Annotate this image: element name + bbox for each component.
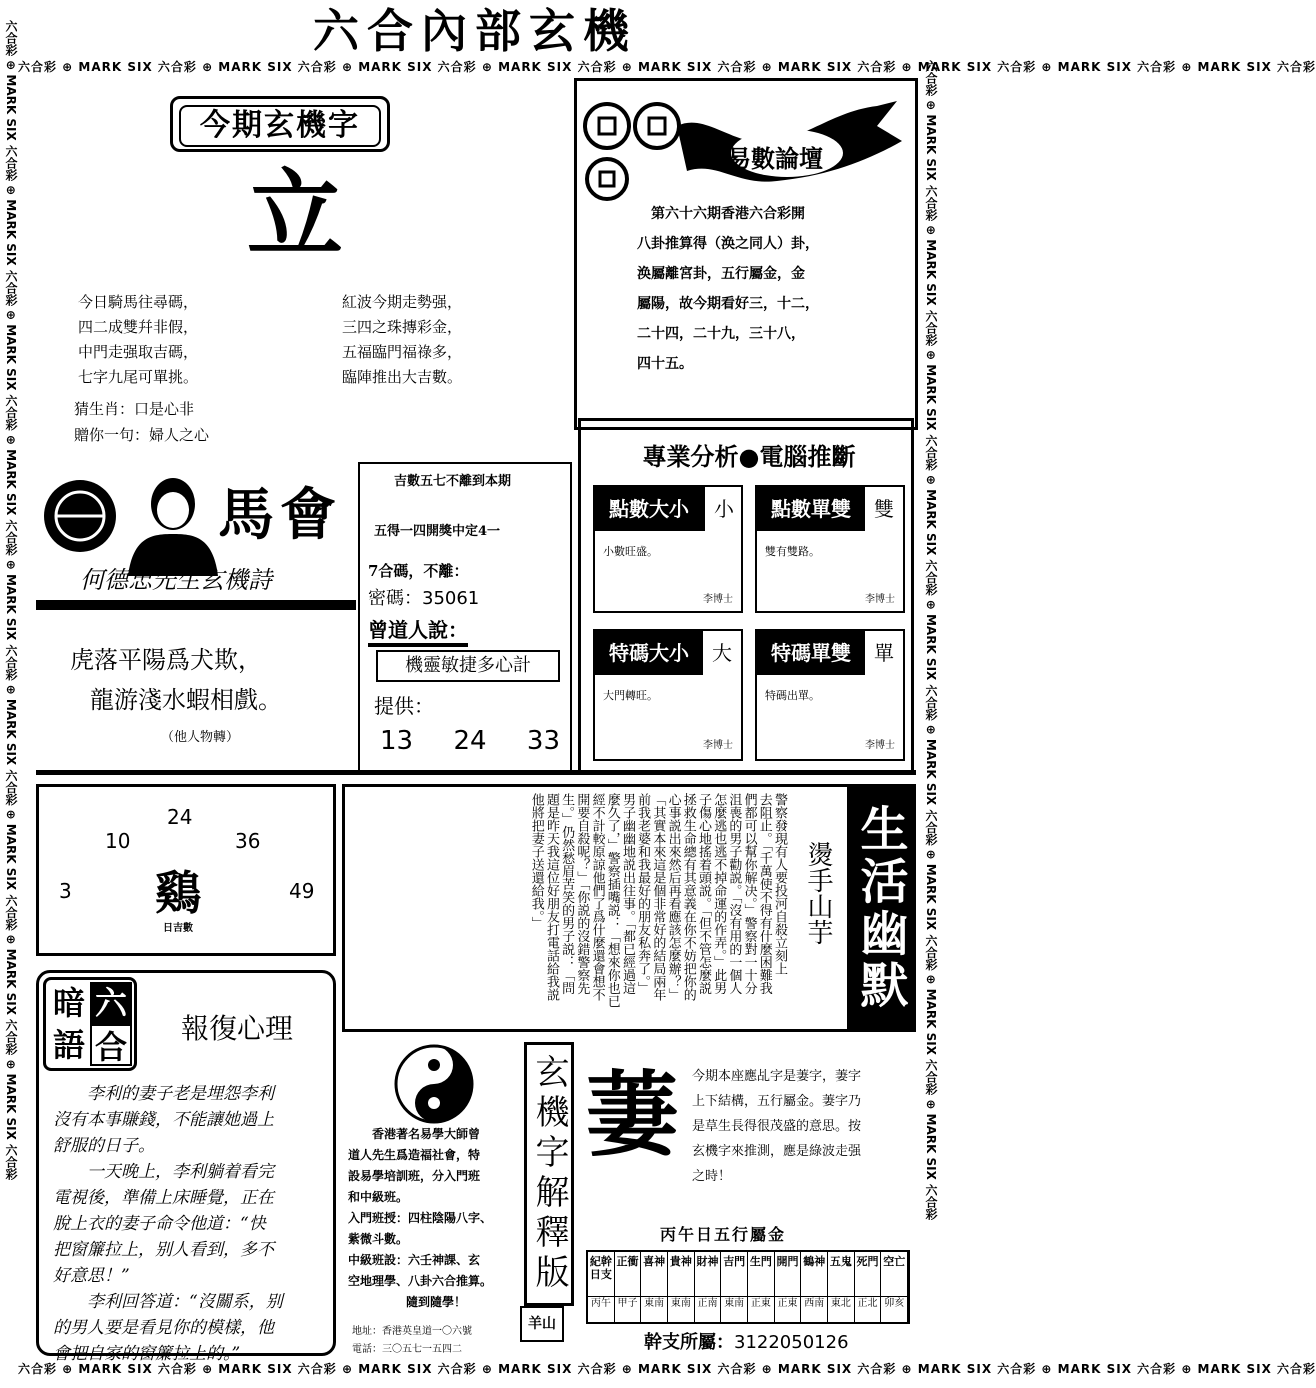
xuanji-char: 立 xyxy=(247,158,343,271)
poem-line: 七字九尾可單挑。 xyxy=(78,368,199,386)
humor-body xyxy=(529,793,787,1021)
anyu-line: 脫上衣的妻子命令他道：“快 xyxy=(53,1214,266,1234)
code-label: 密碼： xyxy=(368,588,422,609)
humor-panel xyxy=(342,784,916,1032)
xuanji-title-banner xyxy=(170,96,390,152)
anyu-body xyxy=(53,1081,329,1367)
humor-title: 燙手山芋 xyxy=(803,841,833,945)
globe-emblem-icon xyxy=(40,476,120,556)
mahui-divider xyxy=(36,600,356,610)
poem-line: 臨陣推出大吉數。 xyxy=(342,368,463,386)
humor-column: 警察發現有人要投河自殺立刻上 xyxy=(772,793,787,975)
jishu-line1: 吉數五七不離到本期 xyxy=(394,474,512,489)
zodiac-line: 猜生肖：口是心非 xyxy=(74,400,195,418)
poem-line: 五福臨門福祿多， xyxy=(342,343,463,361)
humor-column: 前我老婆和我最好的朋友私奔了。」 xyxy=(635,793,651,995)
humor-column: 「其實本來這是個非常好的結局兩年 xyxy=(650,793,666,1001)
wuxing-footer xyxy=(644,1328,849,1354)
anyu-line: 的男人要是看見你的模樣，他 xyxy=(53,1318,274,1338)
mahui-title: 馬會 xyxy=(218,482,342,548)
master-line: 和中級班。 xyxy=(348,1190,409,1204)
anyu-line: 舒服的日子。 xyxy=(53,1136,155,1156)
provide-numbers xyxy=(380,726,560,756)
wuxing-footer-value: 3122050126 xyxy=(734,1332,849,1353)
mahui-poem-line: 虎落平陽爲犬欺， xyxy=(70,646,262,674)
humor-column: 他將把妻子送還給我。」 xyxy=(528,793,544,930)
rooster-number: 49 xyxy=(289,879,315,903)
anyu-badge xyxy=(43,977,137,1071)
anyu-badge-char: 暗 xyxy=(52,984,85,1022)
humor-column: 經不計較原諒他們了爲什麼還會想不 xyxy=(589,793,605,1001)
card-result: 大 xyxy=(712,641,732,665)
daoren-label: 曾道人說： xyxy=(368,614,468,647)
provide-number: 33 xyxy=(526,726,560,756)
wuxing-header-cell: 開門 xyxy=(775,1252,802,1296)
anyu-line: 好意思！” xyxy=(53,1266,130,1286)
humor-column: 開要自殺呢？」「你説的沒錯警察先 xyxy=(574,793,590,995)
master-text xyxy=(348,1124,524,1313)
wuxing-value-cell: 東北 xyxy=(828,1296,855,1322)
poem-line: 中門走强取吉碼， xyxy=(78,343,199,361)
master-line: 入門班授：四柱陰陽八字、 xyxy=(348,1211,493,1225)
yishu-panel xyxy=(574,78,918,430)
analysis-card xyxy=(593,485,743,613)
wuxing-header-cell: 五鬼 xyxy=(828,1252,855,1296)
card-sign: 李博士 xyxy=(703,740,733,751)
section-divider xyxy=(36,770,916,775)
zodiac-line: 贈你一句：婦人之心 xyxy=(74,426,210,444)
poem-line: 紅波今期走勢强， xyxy=(342,293,463,311)
humor-column: 拯救生命總有其意義在你不妨把你的 xyxy=(680,793,696,1001)
anyu-line: 李利的妻子老是埋怨李利 xyxy=(87,1084,274,1104)
yishu-text xyxy=(637,199,907,379)
jiexi-line: 今期本座應乩字是萋字，萋字 xyxy=(692,1069,862,1084)
humor-column: 們都可以幫你解决。」警察對一十分 xyxy=(741,793,757,995)
yishu-title: 易數論壇 xyxy=(727,144,823,173)
wuxing-header-cell: 生門 xyxy=(748,1252,775,1296)
anyu-badge-char: 語 xyxy=(52,1026,85,1064)
analysis-card xyxy=(755,485,905,613)
anyu-panel xyxy=(36,970,336,1364)
poem-line: 今日騎馬往尋碼， xyxy=(78,293,199,311)
card-sign: 李博士 xyxy=(703,594,733,605)
anyu-line: 沒有本事賺錢，不能讓她過上 xyxy=(53,1110,274,1130)
master-line: 紫微斗數。 xyxy=(348,1232,409,1246)
master-line: 中級班設：六壬神課、玄 xyxy=(348,1253,481,1267)
wuxing-value-cell: 正北 xyxy=(855,1296,882,1322)
poem-line: 四二成雙幷非假， xyxy=(78,318,199,336)
anyu-badge-char: 合 xyxy=(90,1024,132,1066)
wuxing-header-cell: 紀幹日支 xyxy=(588,1252,615,1296)
card-result: 小 xyxy=(703,487,743,531)
rooster-panel xyxy=(36,784,336,956)
humor-column: 麼久了，」警察插嘴説：「想來你也已 xyxy=(604,793,620,1008)
wuxing-header-cell: 空亡 xyxy=(881,1252,908,1296)
jiexi-seal: 羊山 xyxy=(520,1306,564,1342)
analysis-card xyxy=(593,629,743,761)
humor-section-label: 生活幽默 xyxy=(847,787,913,1029)
phrase-box: 機靈敏捷多心計 xyxy=(376,650,560,682)
mahui-note: （他人物轉） xyxy=(160,730,239,745)
master-line: 設易學培訓班，分入門班 xyxy=(348,1169,481,1183)
anyu-line: 把窗簾拉上，别人看到，多不 xyxy=(53,1240,274,1260)
left-border-strip: 六合彩 ⊕ MARK SIX 六合彩 ⊕ MARK SIX 六合彩 ⊕ MARK SIX 六合彩 ⊕ MARK SIX 六合彩 ⊕ MARK SIX 六合彩 ⊕ MARK SIX 六合彩 ⊕ MARK SIX 六合彩 ⊕ MARK SIX 六合彩 ⊕ MARK SIX 六合彩 xyxy=(4,20,18,1181)
jishu-panel xyxy=(358,462,572,774)
rooster-number: 3 xyxy=(59,879,72,903)
right-border-strip: 六合彩 ⊕ MARK SIX 六合彩 ⊕ MARK SIX 六合彩 ⊕ MARK SIX 六合彩 ⊕ MARK SIX 六合彩 ⊕ MARK SIX 六合彩 ⊕ MARK SIX 六合彩 ⊕ MARK SIX 六合彩 ⊕ MARK SIX 六合彩 ⊕ MARK SIX 六合彩 xyxy=(924,60,938,1221)
yishu-line: 第六十六期香港六合彩開 xyxy=(651,206,805,222)
yishu-line: 涣屬離宮卦，五行屬金，金 xyxy=(637,266,805,282)
provide-number: 13 xyxy=(380,726,414,756)
card-desc: 小數旺盛。 xyxy=(603,545,658,558)
master-phone: 電話：三〇五七一五四二 xyxy=(352,1344,462,1355)
card-label: 點數大小 xyxy=(595,487,703,531)
top-border-strip: 六合彩 ⊕ MARK SIX 六合彩 ⊕ MARK SIX 六合彩 ⊕ MARK SIX 六合彩 ⊕ MARK SIX 六合彩 ⊕ MARK SIX 六合彩 ⊕ MARK SIX 六合彩 ⊕ MARK SIX 六合彩 ⊕ MARK SIX 六合彩 ⊕ MARK SIX 六合彩 xyxy=(18,60,1316,74)
jiexi-text xyxy=(692,1064,912,1189)
card-label: 特碼單雙 xyxy=(757,631,865,675)
anyu-badge-char: 六 xyxy=(90,982,132,1024)
provide-label: 提供： xyxy=(374,694,434,718)
anyu-line: 一天晚上，李利躺着看完 xyxy=(87,1162,274,1182)
bottom-border-strip: 六合彩 ⊕ MARK SIX 六合彩 ⊕ MARK SIX 六合彩 ⊕ MARK SIX 六合彩 ⊕ MARK SIX 六合彩 ⊕ MARK SIX 六合彩 ⊕ MARK SIX 六合彩 ⊕ MARK SIX 六合彩 ⊕ MARK SIX 六合彩 ⊕ MARK SIX 六合彩 xyxy=(18,1362,1316,1376)
humor-column: 男子幽幽地説出往事。「都已經過這 xyxy=(619,793,635,995)
poem-left xyxy=(78,290,298,390)
wuxing-header-cell: 喜神 xyxy=(641,1252,668,1296)
zodiac-hint xyxy=(74,396,334,448)
rooster-number: 36 xyxy=(235,829,261,853)
humor-column: 沮喪的男子勸説。「沒有用的一個人 xyxy=(726,793,742,995)
humor-column: 生。」仍然愁眉苦笑的男子説：「問 xyxy=(559,793,575,995)
wuxing-title: 丙午日五行屬金 xyxy=(660,1225,787,1244)
wuxing-value-cell: 甲子 xyxy=(615,1296,642,1322)
yin-yang-icon xyxy=(394,1044,474,1124)
wuxing-value-row xyxy=(588,1296,908,1322)
wuxing-header-row xyxy=(588,1252,908,1297)
yishu-line: 八卦推算得（涣之同人）卦， xyxy=(637,236,819,252)
humor-column: 怎麼逃也逃不掉命運的作弄。」此男 xyxy=(711,793,727,995)
wuxing-value-cell: 卯亥 xyxy=(881,1296,908,1322)
provide-number: 24 xyxy=(453,726,487,756)
card-sign: 李博士 xyxy=(865,594,895,605)
master-line: 隨到隨學！ xyxy=(405,1295,466,1309)
yishu-line: 屬陽，故今期看好三，十二， xyxy=(637,296,819,312)
rooster-char: 鷄 xyxy=(155,866,201,920)
wuxing-footer-label: 幹支所屬： xyxy=(644,1332,734,1353)
rooster-number: 24 xyxy=(167,805,193,829)
jiexi-line: 之時！ xyxy=(692,1169,732,1184)
card-desc: 雙有雙路。 xyxy=(765,545,820,558)
wuxing-table xyxy=(586,1250,910,1324)
jiexi-char: 萋 xyxy=(586,1061,679,1169)
anyu-line: 會把自家的窗簾拉上的。” xyxy=(53,1344,241,1364)
jiexi-line: 玄機字來推測，應是綠波走强 xyxy=(692,1144,862,1159)
poem-line: 三四之珠摶彩金， xyxy=(342,318,463,336)
mahui-subtitle: 何德忠先生玄機詩 xyxy=(80,566,272,594)
wuxing-header-cell: 死門 xyxy=(855,1252,882,1296)
page-title: 六合內部玄機 xyxy=(313,4,637,58)
wuxing-value-cell: 正南 xyxy=(695,1296,722,1322)
wuxing-header-cell: 吉門 xyxy=(721,1252,748,1296)
master-line: 香港著名易學大師曾 xyxy=(372,1127,481,1141)
master-address: 地址：香港英皇道一〇六號 xyxy=(352,1326,472,1337)
humor-column: 去阻止。「千萬使不得有什麼困難我 xyxy=(756,793,772,995)
card-label: 特碼大小 xyxy=(595,631,703,675)
card-sign: 李博士 xyxy=(865,740,895,751)
anyu-line: 電視後，準備上床睡覺，正在 xyxy=(53,1188,274,1208)
wuxing-value-cell: 東南 xyxy=(721,1296,748,1322)
card-result: 單 xyxy=(874,641,894,665)
wuxing-header-cell: 鶴神 xyxy=(801,1252,828,1296)
code-row xyxy=(368,584,479,610)
wuxing-header-cell: 財神 xyxy=(695,1252,722,1296)
rooster-number: 10 xyxy=(105,829,131,853)
code-value: 35061 xyxy=(422,588,480,609)
wuxing-value-cell: 正東 xyxy=(775,1296,802,1322)
wuxing-value-cell: 正東 xyxy=(748,1296,775,1322)
anyu-title: 報復心理 xyxy=(181,1012,294,1045)
card-result: 雙 xyxy=(874,497,894,521)
xuanji-title: 今期玄機字 xyxy=(179,105,381,147)
card-desc: 特碼出單。 xyxy=(765,689,820,702)
anyu-line: 李利回答道：“沒關系，别 xyxy=(87,1292,283,1312)
mahui-poem-line: 龍游淺水蝦相戲。 xyxy=(90,686,282,714)
yishu-line: 四十五。 xyxy=(637,356,693,372)
wuxing-value-cell: 東南 xyxy=(641,1296,668,1322)
rooster-caption: 日吉數 xyxy=(163,923,193,934)
card-desc: 大門轉旺。 xyxy=(603,689,658,702)
wuxing-value-cell: 丙午 xyxy=(588,1296,615,1322)
humor-column: 子傷心地搖着頭説。「但不管怎麼説 xyxy=(695,793,711,995)
analysis-panel xyxy=(578,418,914,774)
wuxing-value-cell: 東南 xyxy=(668,1296,695,1322)
analysis-title: 專業分析●電腦推斷 xyxy=(642,443,856,471)
wuxing-header-cell: 正衝 xyxy=(615,1252,642,1296)
humor-column: 題是昨天我這位好朋友打電話給我説 xyxy=(543,793,559,1001)
card-label: 點數單雙 xyxy=(757,487,865,531)
jiexi-line: 是草生長得很茂盛的意思。按 xyxy=(692,1119,862,1134)
jiexi-vertical-title: 玄機字解釋版 xyxy=(524,1042,574,1306)
jishu-line2: 五得一四開獎中定4一 xyxy=(374,524,501,539)
jiexi-line: 上下結構，五行屬金。萋字乃 xyxy=(692,1094,862,1109)
jishu-line3: 7合碼，不離： xyxy=(368,562,469,580)
wuxing-header-cell: 貴神 xyxy=(668,1252,695,1296)
humor-column: 心事説出來然后再看應該怎麼辦？」 xyxy=(665,793,681,1001)
wuxing-value-cell: 西南 xyxy=(801,1296,828,1322)
yishu-line: 二十四，二十九，三十八， xyxy=(637,326,805,342)
master-line: 道人先生爲造福社會，特 xyxy=(348,1148,481,1162)
mahui-poem xyxy=(70,640,350,720)
analysis-card xyxy=(755,629,905,761)
poem-right xyxy=(342,290,562,390)
master-line: 空地理學、八卦六合推算。 xyxy=(348,1274,493,1288)
